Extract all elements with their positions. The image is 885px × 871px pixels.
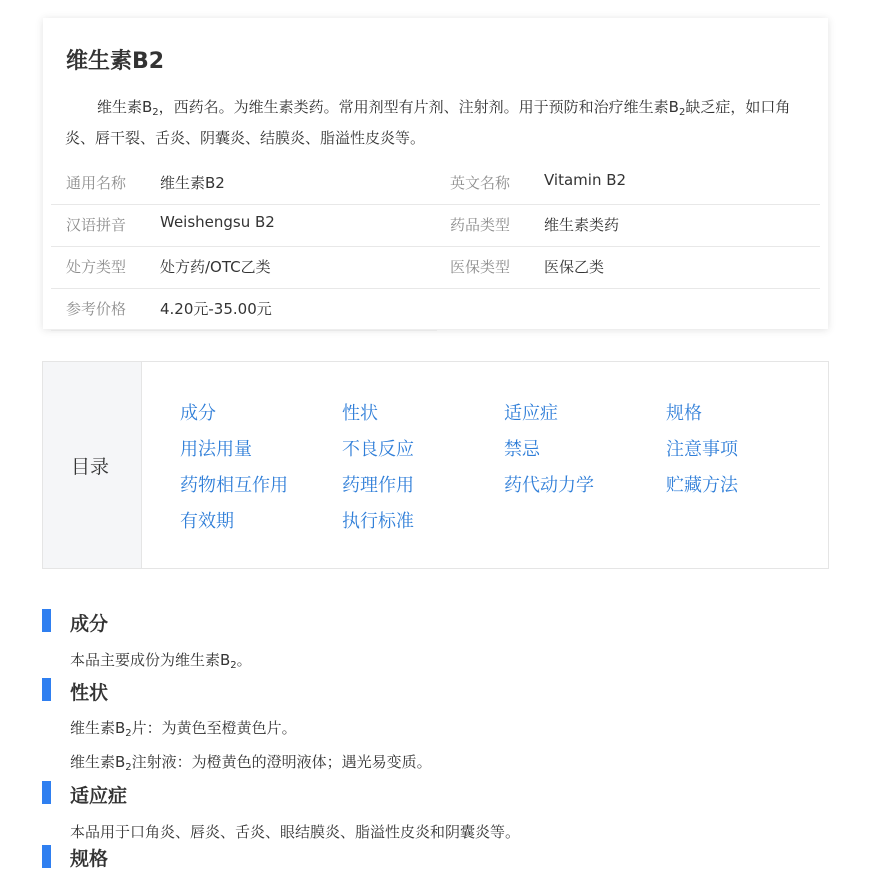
section-marker [42,845,51,868]
generic-name-label: 通用名称 [66,174,127,192]
section-title-specs: 规格 [70,848,109,870]
toc-link-specs[interactable]: 规格 [666,403,702,424]
english-name-value: Vitamin B2 [544,171,627,189]
price-value: 4.20元-35.00元 [160,300,272,318]
prescription-type-label: 处方类型 [66,258,127,276]
toc-sidebar [43,362,142,568]
toc-link-indications[interactable]: 适应症 [504,403,558,424]
info-row-4 [51,288,437,331]
table-of-contents [42,361,829,569]
drug-title: 维生素B2 [66,49,165,74]
info-row-3 [51,246,820,289]
section-marker [42,609,51,632]
pinyin-value: Weishengsu B2 [160,213,275,231]
properties-text-injection: 维生素$B_2$注射液：为橙黄色的澄明液体；遇光易变质。 [70,753,432,773]
info-row-2 [51,204,820,247]
toc-title: 目录 [71,456,110,478]
toc-link-pharmacology[interactable]: 药理作用 [342,475,414,496]
generic-name-value: 维生素B2 [160,174,225,192]
drug-intro: 维生素$B_2$，西药名。为维生素类药。常用剂型有片剂、注射剂。用于预防和治疗维生素$B_2$缺乏症，如口角炎、唇干裂、舌炎、阴囊炎、结膜炎、脂溢性皮炎等。 [65,98,791,147]
price-label: 参考价格 [66,300,127,318]
section-marker [42,678,51,701]
info-row-1 [51,162,820,205]
section-title-ingredients: 成分 [70,613,109,635]
insurance-type-value: 医保乙类 [544,258,605,276]
toc-link-interactions[interactable]: 药物相互作用 [180,475,288,496]
toc-link-standard[interactable]: 执行标准 [342,511,414,532]
indications-text: 本品用于口角炎、唇炎、舌炎、眼结膜炎、脂溢性皮炎和阴囊炎等。 [70,823,521,841]
drug-type-label: 药品类型 [450,216,511,234]
drug-type-value: 维生素类药 [544,216,620,234]
toc-link-usage[interactable]: 用法用量 [180,439,252,460]
properties-text-tablet: 维生素$B_2$片：为黄色至橙黄色片。 [70,719,297,739]
pinyin-label: 汉语拼音 [66,216,127,234]
toc-link-adverse[interactable]: 不良反应 [342,439,414,460]
toc-link-ingredients[interactable]: 成分 [180,403,216,424]
section-title-properties: 性状 [70,682,109,704]
section-marker [42,781,51,804]
toc-link-contraindications[interactable]: 禁忌 [504,439,540,460]
ingredients-text: 本品主要成份为维生素$B_2$。 [70,651,252,671]
english-name-label: 英文名称 [450,174,511,192]
toc-link-shelf-life[interactable]: 有效期 [180,511,234,532]
toc-link-storage[interactable]: 贮藏方法 [666,475,738,496]
toc-link-properties[interactable]: 性状 [342,403,378,424]
prescription-type-value: 处方药/OTC乙类 [160,258,271,276]
section-title-indications: 适应症 [70,785,128,807]
insurance-type-label: 医保类型 [450,258,511,276]
drug-info-card [43,18,828,329]
toc-link-pharmacokinetics[interactable]: 药代动力学 [504,475,594,496]
toc-link-precautions[interactable]: 注意事项 [666,439,738,460]
